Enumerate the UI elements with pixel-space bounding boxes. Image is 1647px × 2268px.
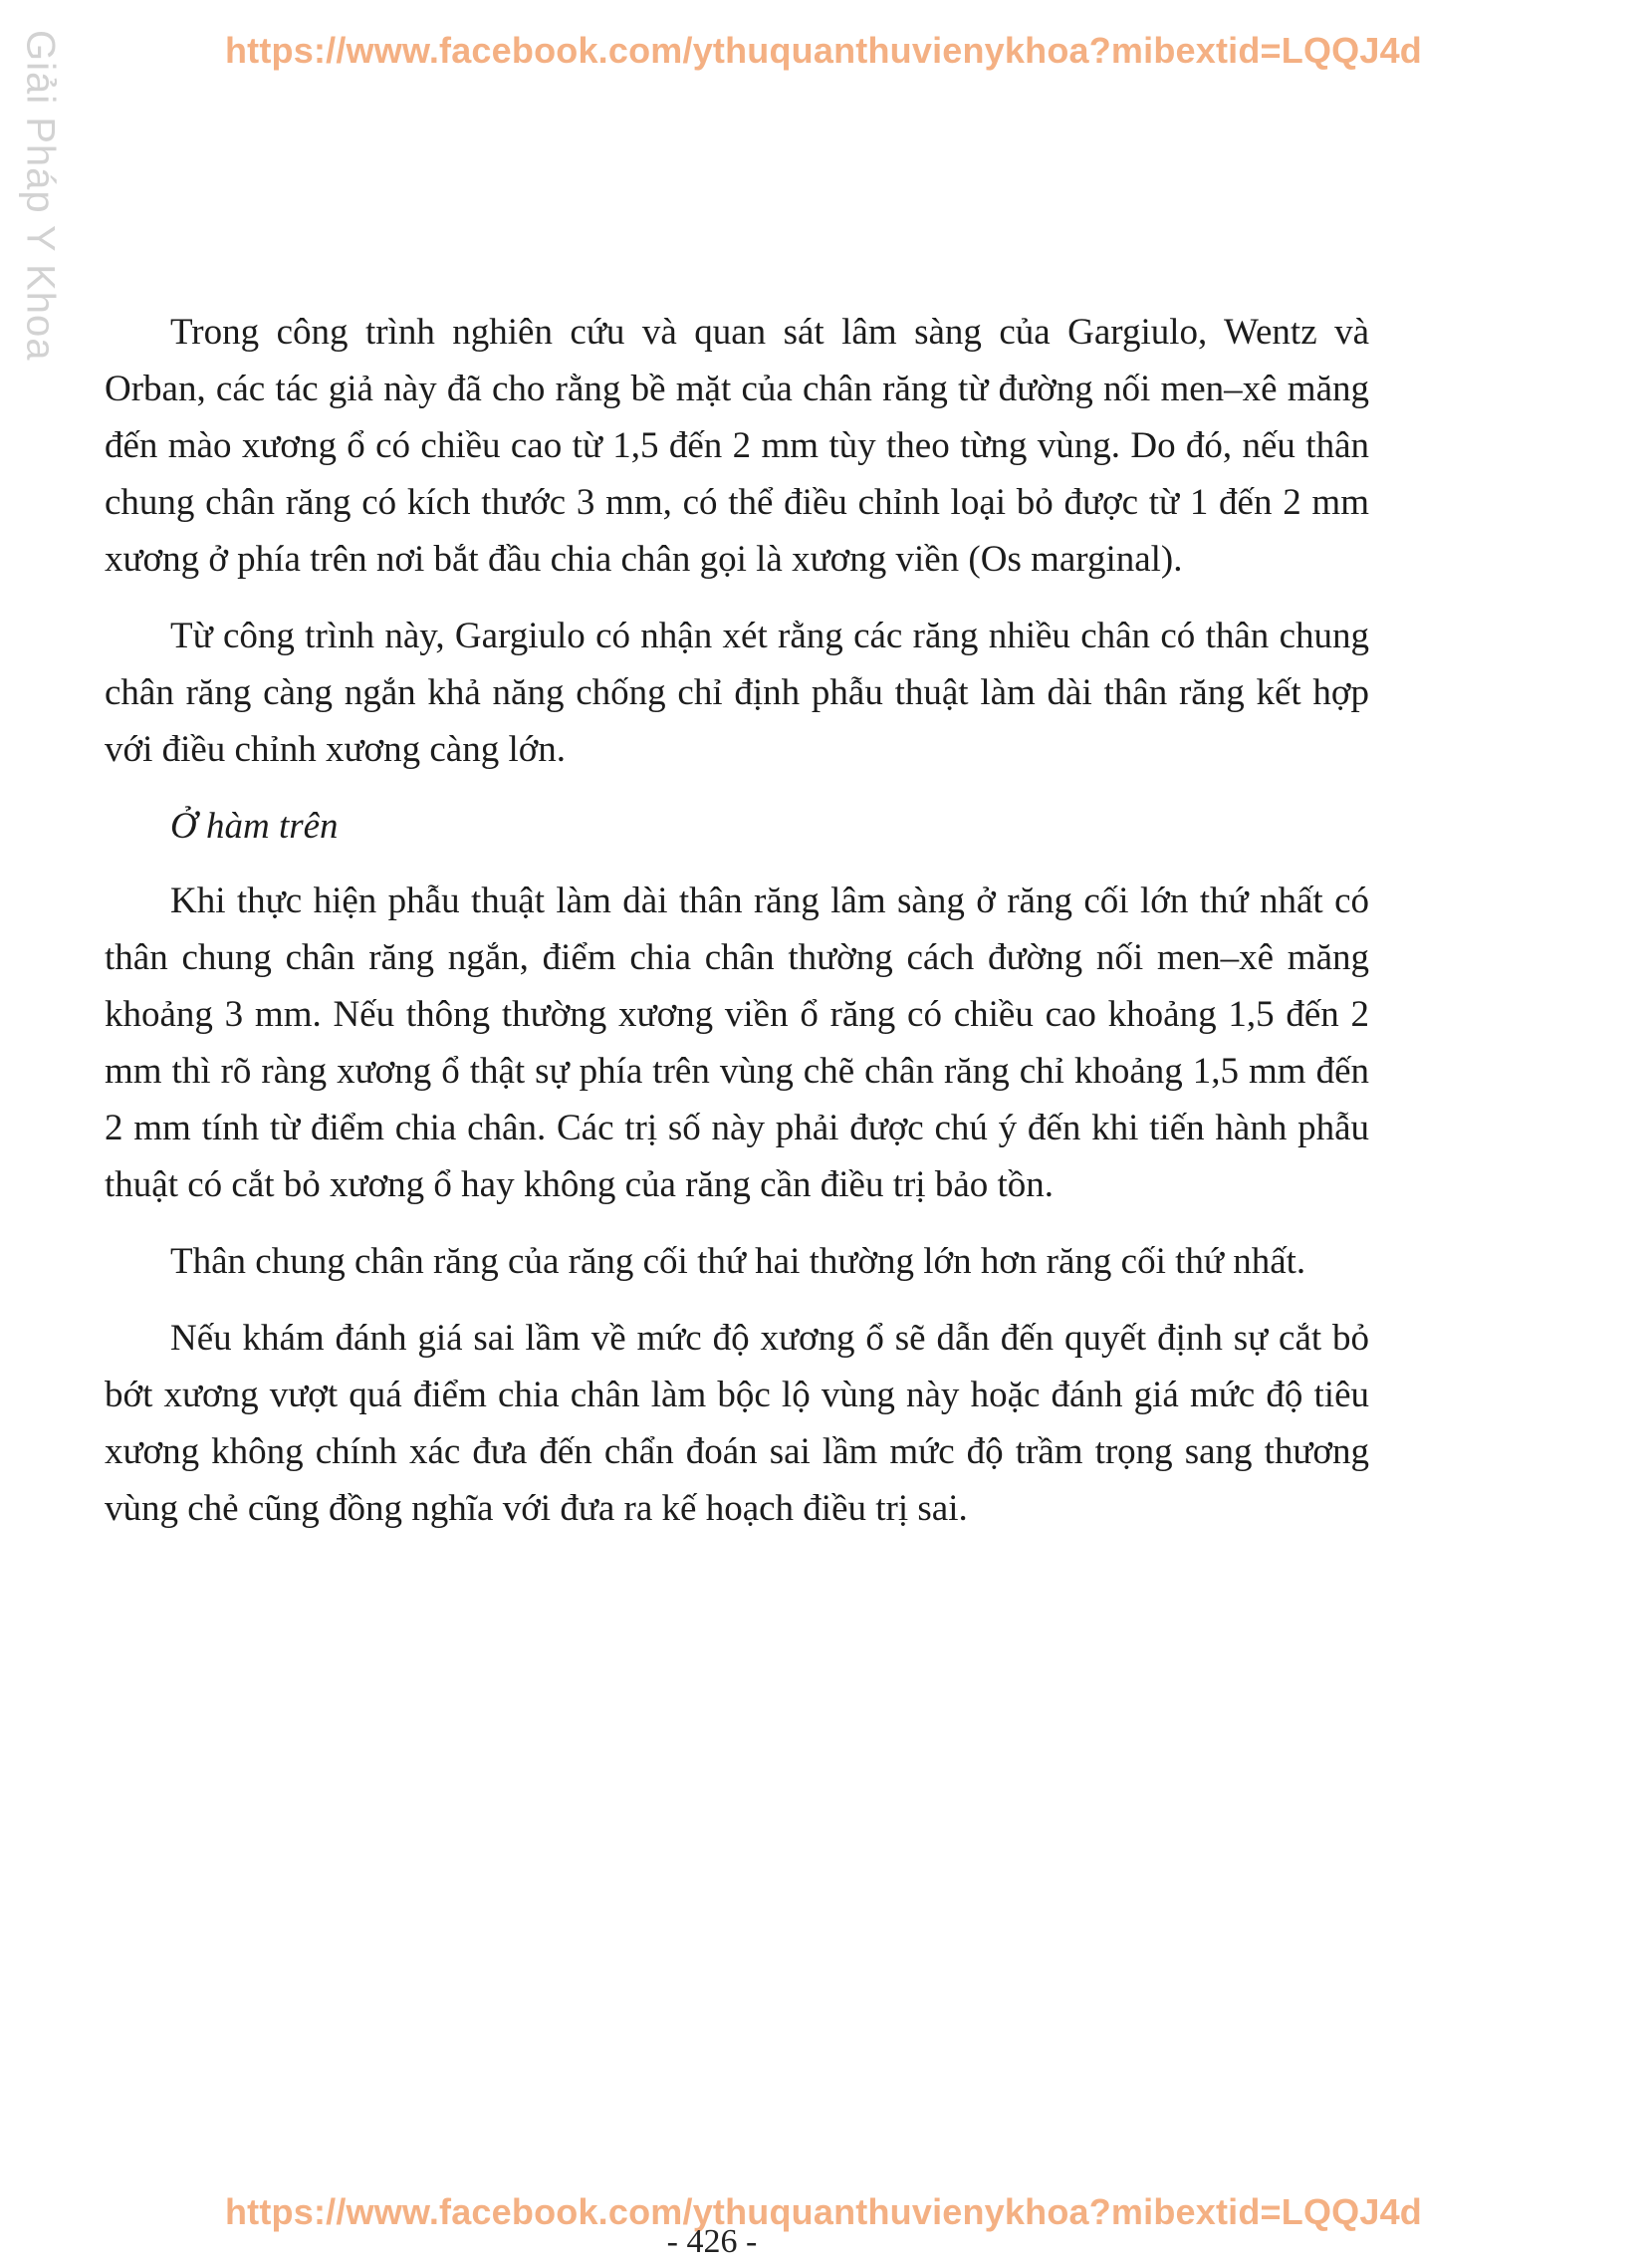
- subheading-upper-jaw: Ở hàm trên: [170, 806, 339, 847]
- top-url-watermark: https://www.facebook.com/ythuquanthuvienykhoa?mibextid=LQQJ4d: [224, 30, 1422, 71]
- paragraph-gargiulo-study: Trong công trình nghiên cứu và quan sát lâm sàng của Gargiulo, Wentz và Orban, các tác giả này đã cho rằng bề mặt của chân răng từ đường nối men–xê măng đến mào xương ổ có chiều cao từ 1,5 đến 2 mm tùy theo từng vùng. Do đó, nếu thân chung chân răng có kích thước 3 mm, có thể điều chỉnh loại bỏ được từ 1 đến 2 mm xương ở phía trên nơi bắt đầu chia chân gọi là xương viền (Os marginal).: [105, 312, 1369, 580]
- paragraph-second-molar: Thân chung chân răng của răng cối thứ hai thường lớn hơn răng cối thứ nhất.: [170, 1241, 1306, 1282]
- side-watermark: [10, 30, 70, 362]
- side-watermark-text: Giải Pháp Y Khoa: [18, 30, 63, 362]
- page-body: [105, 304, 1369, 1557]
- bottom-url-watermark: https://www.facebook.com/ythuquanthuvienykhoa?mibextid=LQQJ4d: [224, 2191, 1422, 2232]
- paragraph-gargiulo-conclusion: Từ công trình này, Gargiulo có nhận xét rằng các răng nhiều chân có thân chung chân răng càng ngắn khả năng chống chỉ định phẫu thuật làm dài thân răng kết hợp với điều chỉnh xương càng lớn.: [105, 616, 1369, 770]
- page-number: - 426 -: [666, 2223, 758, 2260]
- paragraph-first-molar: Khi thực hiện phẫu thuật làm dài thân răng lâm sàng ở răng cối lớn thứ nhất có thân chung chân răng ngắn, điểm chia chân thường cách đường nối men–xê măng khoảng 3 mm. Nếu thông thường xương viền ổ răng có chiều cao khoảng 1,5 đến 2 mm thì rõ ràng xương ổ thật sự phía trên vùng chẽ chân răng chỉ khoảng 1,5 mm đến 2 mm tính từ điểm chia chân. Các trị số này phải được chú ý đến khi tiến hành phẫu thuật có cắt bỏ xương ổ hay không của răng cần điều trị bảo tồn.: [105, 881, 1369, 1205]
- paragraph-misdiagnosis: Nếu khám đánh giá sai lầm về mức độ xương ổ sẽ dẫn đến quyết định sự cắt bỏ bớt xương vượt quá điểm chia chân làm bộc lộ vùng này hoặc đánh giá mức độ tiêu xương không chính xác đưa đến chẩn đoán sai lầm mức độ trầm trọng sang thương vùng chẻ cũng đồng nghĩa với đưa ra kế hoạch điều trị sai.: [105, 1318, 1369, 1529]
